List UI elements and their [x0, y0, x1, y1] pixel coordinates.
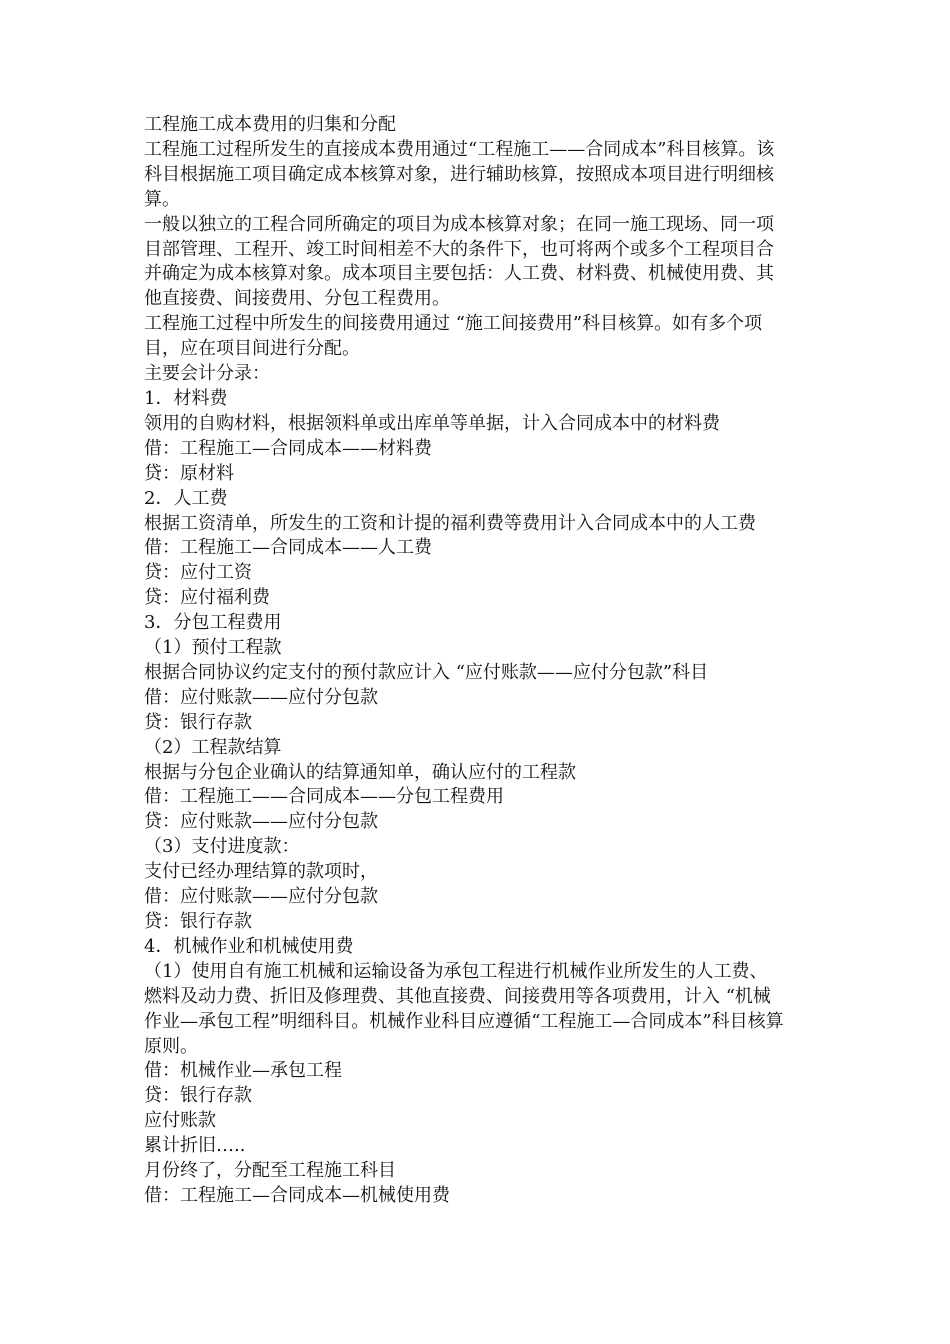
subsection-heading: （1）预付工程款: [144, 637, 282, 659]
journal-entry: 借：工程施工—合同成本——材料费: [144, 437, 432, 459]
document-body: [144, 113, 814, 1209]
section-heading: 1．材料费: [144, 387, 228, 409]
text-line: 作业—承包工程”明细科目。机械作业科目应遵循“工程施工—合同成本”科目核算: [144, 1010, 784, 1032]
text-line: 并确定为成本核算对象。成本项目主要包括：人工费、材料费、机械使用费、其: [144, 263, 774, 285]
journal-entry: 贷：应付工资: [144, 562, 252, 584]
subsection-heading: （2）工程款结算: [144, 736, 282, 758]
journal-entry: 贷：应付账款——应付分包款: [144, 811, 378, 833]
journal-entry: 累计折旧…..: [144, 1135, 246, 1157]
text-line: 根据合同协议约定支付的预付款应计入 “应付账款——应付分包款”科目: [144, 661, 709, 683]
text-line: 根据工资清单，所发生的工资和计提的福利费等费用计入合同成本中的人工费: [144, 512, 756, 534]
journal-entry: 借：工程施工——合同成本——分包工程费用: [144, 786, 504, 808]
text-line: 原则。: [144, 1035, 198, 1057]
text-line: 工程施工过程所发生的直接成本费用通过“工程施工——合同成本”科目核算。该: [144, 138, 775, 160]
text-line: （1）使用自有施工机械和运输设备为承包工程进行机械作业所发生的人工费、: [144, 960, 768, 982]
journal-entry: 借：应付账款——应付分包款: [144, 686, 378, 708]
journal-entry: 贷：原材料: [144, 462, 234, 484]
text-line: 支付已经办理结算的款项时，: [144, 861, 378, 883]
text-line: 月份终了，分配至工程施工科目: [144, 1160, 396, 1182]
text-line: 目，应在项目间进行分配。: [144, 338, 360, 360]
text-line: 算。: [144, 188, 180, 210]
text-line: 目部管理、工程开、竣工时间相差不大的条件下，也可将两个或多个工程项目合: [144, 238, 774, 260]
journal-entry: 贷：银行存款: [144, 1085, 252, 1107]
text-line: 他直接费、间接费用、分包工程费用。: [144, 288, 450, 310]
journal-entry: 贷：银行存款: [144, 911, 252, 932]
journal-entry: 应付账款: [144, 1110, 216, 1132]
journal-entry: 借：工程施工—合同成本——人工费: [144, 537, 432, 559]
journal-entry: 贷：银行存款: [144, 711, 252, 733]
journal-entry: 借：机械作业—承包工程: [144, 1060, 342, 1082]
text-line: 根据与分包企业确认的结算通知单，确认应付的工程款: [144, 761, 576, 783]
section-heading: 3．分包工程费用: [144, 612, 282, 634]
text-line: 科目根据施工项目确定成本核算对象，进行辅助核算，按照成本项目进行明细核: [144, 163, 774, 185]
text-line: 工程施工过程中所发生的间接费用通过 “施工间接费用”科目核算。如有多个项: [144, 313, 763, 335]
subsection-heading: （3）支付进度款：: [144, 836, 300, 858]
text-line: 一般以独立的工程合同所确定的项目为成本核算对象；在同一施工现场、同一项: [144, 213, 774, 235]
section-heading: 主要会计分录：: [144, 363, 270, 385]
journal-entry: 贷：应付福利费: [144, 587, 270, 609]
section-heading: 2．人工费: [144, 487, 228, 509]
journal-entry: 借：应付账款——应付分包款: [144, 886, 378, 908]
section-heading: 4．机械作业和机械使用费: [144, 935, 354, 957]
document-title: 工程施工成本费用的归集和分配: [144, 114, 396, 135]
text-line: 领用的自购材料，根据领料单或出库单等单据，计入合同成本中的材料费: [144, 412, 720, 434]
text-line: 燃料及动力费、折旧及修理费、其他直接费、间接费用等各项费用，计入 “机械: [144, 985, 771, 1007]
journal-entry: 借：工程施工—合同成本—机械使用费: [144, 1184, 450, 1206]
